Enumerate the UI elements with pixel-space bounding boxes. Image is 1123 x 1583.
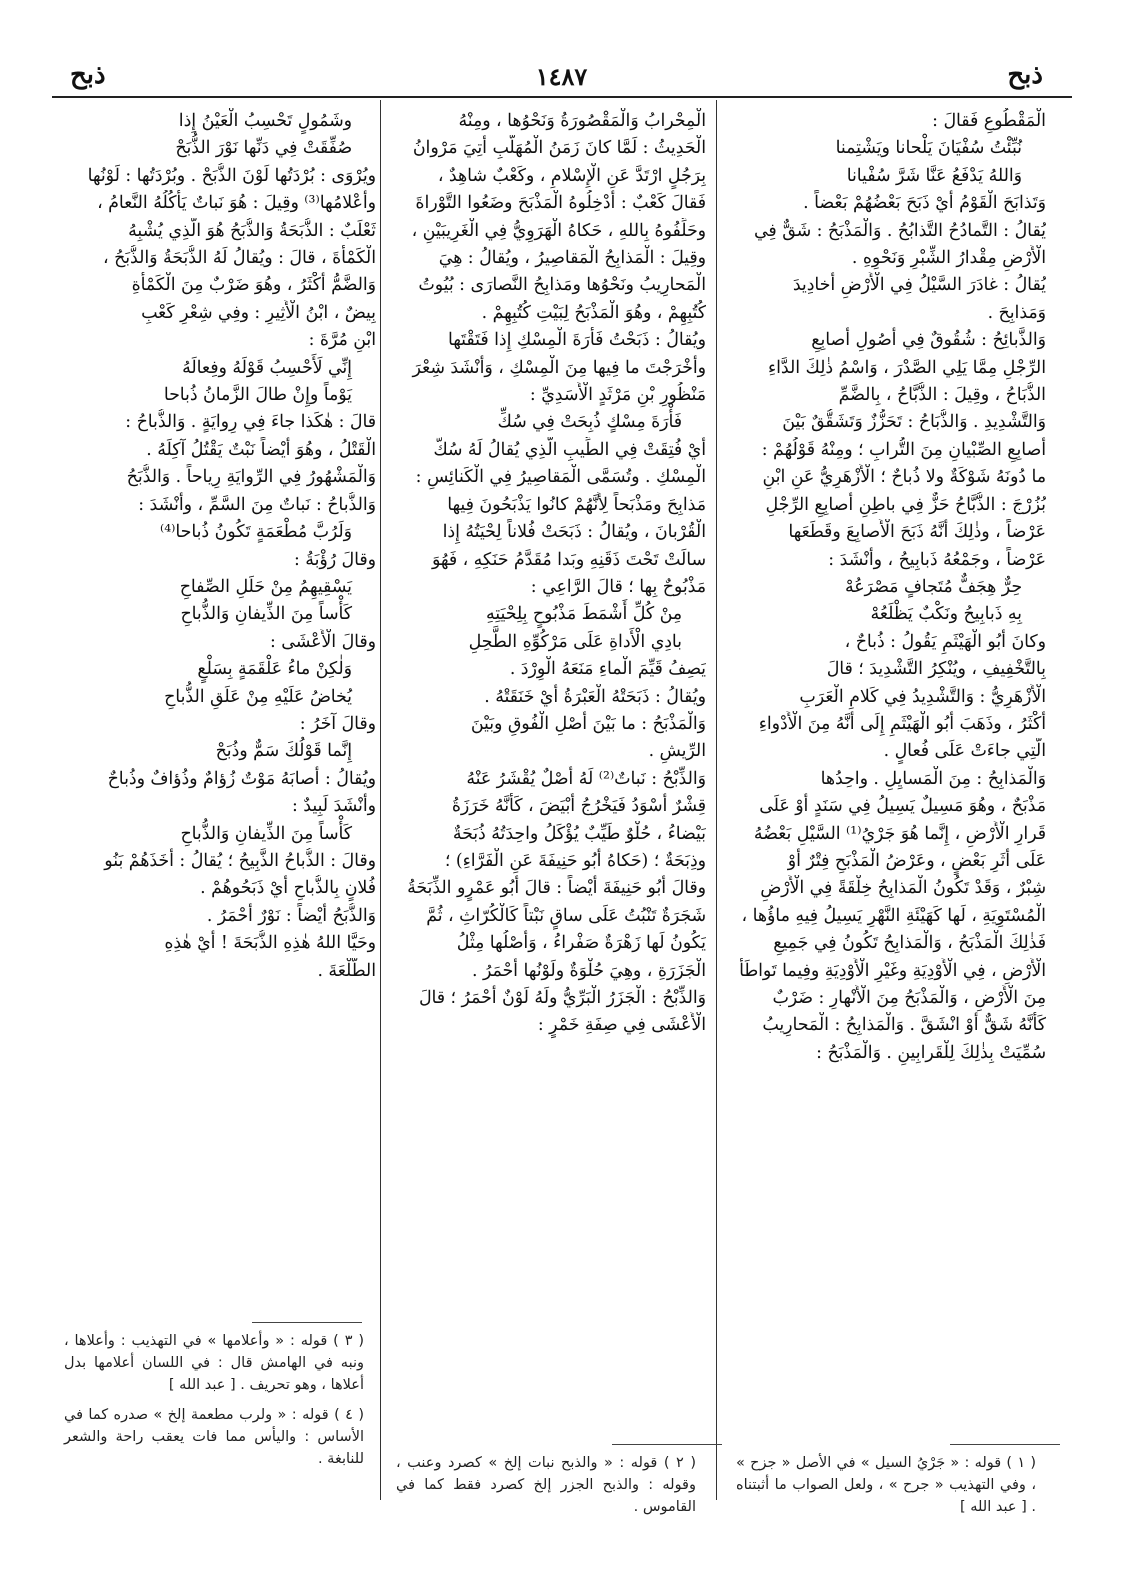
- text-line: الْمِسْكِ . وتُسَمَّى الْمَقاصِيرُ فِي الْكَنائِسِ :: [415, 467, 706, 488]
- text-line: وقالَ الْأَعْشَى :: [269, 631, 376, 652]
- text-line: يَكُونُ لَها زَهْرَةٌ صَفْراءُ ، وَأَصْلُها مِثْلُ: [456, 933, 706, 954]
- text-line: وأَخْرَجْتَ ما فِيها مِنَ الْمِسْكِ ، وَأَنْشَدَ شِعْرَ: [412, 357, 706, 378]
- text-line: كَأْساً مِنَ الذِّيفانِ وَالذُّباحِ: [180, 823, 352, 844]
- text-line: الطَّلْعَةَ .: [317, 960, 376, 981]
- text-line: الْأَرْضِ ، فِي الْأَوْدِيَةِ وغَيْرِ الْأَوْدِيَةِ وفِيما تَواطَأَ: [739, 960, 1046, 981]
- text-line: وحَلِّفُوهُ بِاللهِ ، حَكاهُ الْهَرَوِيُّ فِي الْغَرِيبَيْنِ ،: [411, 220, 706, 241]
- text-line: وَالذُّبَحُ أَيْضاً : نَوْرٌ أَحْمَرُ .: [206, 905, 376, 926]
- column-right: [728, 108, 1046, 1438]
- text-line: بادِي الْأَداةِ عَلَى مَرْكُوِّهِ الطَّحِلِ: [468, 631, 682, 652]
- text-line: ابْنِ مُرَّةَ :: [308, 330, 376, 351]
- text-line: وحَيَّا اللهُ هٰذِهِ الذُّبَحَةَ ! أَيْ هٰذِهِ: [164, 933, 376, 954]
- text-line: مَذابِحَ ومَذْبَحاً لِأَنَّهُمْ كانُوا يَذْبَحُونَ فِيها: [447, 494, 706, 515]
- text-line: الْقَتْلُ ، وهُوَ أَيْضاً نَبْتٌ يَقْتُلُ آكِلَهُ .: [146, 439, 376, 460]
- text-line: إِنَّما قَوْلُكَ سَمٌّ وذُبَحْ: [215, 741, 352, 762]
- text-line: الْمَحارِيبُ ونَحْوُها ومَذابِحُ النَّصارَى : بُيُوتُ: [418, 275, 706, 296]
- footnote-middle: ( ٢ ) قوله : « والذبح نبات إلخ » كصرد وعنب ، وقوله : والذبح الجزر إلخ كصرد فقط كما في القاموس .: [396, 1455, 696, 1515]
- text-line: الْكَمْأَةَ ، قالَ : ويُقالُ لَهُ الذُّبَحَةُ وَالذُّبَحُ ،: [103, 248, 376, 269]
- text-line: مِنَ الْأَرْضِ ، وَالْمَذْبَحُ مِنَ الْأَنْهارِ : ضَرْبٌ: [772, 988, 1046, 1008]
- text-line: قَرارِ الْأَرْضِ ، إِنَّما هُوَ جَرْيُ⁽¹⁾ السَّيْلِ بَعْضُهُ: [753, 823, 1046, 844]
- text-line: وَالْمَذْبَحُ : ما بَيْنَ أَصْلِ الْفُوقِ وبَيْنَ: [470, 713, 706, 734]
- text-line: فَقالَ كَعْبٌ : أَدْخِلُوهُ الْمَذْبَحَ وضَعُوا التَّوْراةَ: [415, 193, 706, 214]
- text-line: سُمِّيَتْ بِذٰلِكَ لِلْقَرابِينِ . وَالْمَذْبَحُ :: [816, 1042, 1046, 1063]
- text-line: الْأَعْشَى فِي صِفَةِ خَمْرٍ :: [537, 1015, 706, 1036]
- text-line: ويُقالُ : ذَبَحَتْهُ الْعَبْرَةُ أَيْ خَنَقَتْهُ .: [484, 686, 706, 707]
- text-line: يُقالُ : التَّمادُحُ التَّذابُحُ . وَالْمَذْبَحُ : شَقٌّ فِي: [754, 220, 1046, 241]
- column-divider-right: [716, 100, 717, 1500]
- text-line: الذُّبَاحُ ، وقِيلَ : الذُّبَّاحُ ، بِالضَّمِّ: [838, 385, 1046, 406]
- text-line: عَلَى أَثَرِ بَعْضٍ ، وعَرْضُ الْمَذْبَحِ فِتْرٌ أَوْ: [787, 850, 1046, 871]
- text-line: يَصِفُ قَيِّمَ الْماءِ مَنَعَهُ الْوِرْدَ .: [509, 659, 706, 680]
- column-left: [58, 108, 376, 1438]
- text-line: كَأَنَّهُ شَقٌّ أَوْ انْشَقَّ . وَالْمَذابِحُ : الْمَحارِيبُ: [762, 1015, 1046, 1036]
- text-line: ويُقالُ : ذَبَحْتُ فَأْرَةَ الْمِسْكِ إِذا فَتَقْتَها: [447, 330, 706, 351]
- text-line: إِنِّي لَأَحْسِبُ قَوْلَهُ وفِعالَهُ: [182, 357, 352, 378]
- text-line: كَأْساً مِنَ الذِّيفانِ وَالذُّباحِ: [180, 604, 352, 625]
- text-line: حِرٌّ هِجَفٌّ مُتَجافٍ مَصْرَعُهْ: [844, 576, 1022, 597]
- text-line: مَنْظُورِ بْنِ مَرْثَدٍ الْأَسَدِيِّ :: [529, 385, 706, 406]
- text-line: قِشْرٌ أَسْوَدُ فَيَخْرُجُ أَبْيَضَ ، كَأَنَّهُ خَرَزَةُ: [451, 796, 706, 817]
- text-line: عَرْضاً ، وذٰلِكَ أَنَّهُ ذَبَحَ الْأَصابِعَ وقَطَعَها: [788, 522, 1046, 543]
- text-line: وَلَرُبَّ مُطْعَمَةٍ تَكُونُ ذُباحا⁽⁴⁾: [159, 522, 352, 543]
- text-line: وَالذُّباحُ : نَباتٌ مِنَ السَّمِّ ، وأَنْشَدَ :: [138, 494, 376, 515]
- text-line: وذِبَحَةٌ ؛ (حَكاهُ أَبُو حَنِيفَةَ عَنِ الْفَرَّاءِ) ؛: [444, 850, 706, 871]
- text-line: بَيْضاءُ ، حُلْوٌ طَيِّبٌ يُؤْكَلُ واحِدَتُهُ ذُبَحَةٌ: [452, 823, 706, 844]
- text-line: الْمَقْطُوعِ فَقالَ :: [932, 111, 1046, 131]
- footnote-rule-middle: [612, 1444, 722, 1445]
- text-line: يُخاضُ عَلَيْهِ مِنْ عَلَقِ الذُّباحِ: [164, 686, 352, 707]
- text-line: وأَنْشَدَ لَبِيدٌ :: [291, 796, 376, 817]
- text-line: بِيضٌ ، ابْنُ الْأَثِيرِ : وفِي شِعْرِ كَعْبِ: [141, 302, 376, 323]
- text-line: شَجَرَةٌ تَنْبُتُ عَلَى ساقٍ نَبْتاً كَالْكُرّاثِ ، ثُمَّ: [426, 905, 706, 926]
- text-line: الْحَدِيثُ : لَمَّا كانَ زَمَنُ الْمُهَلَّبِ أُتِيَ مَرْوانُ: [412, 138, 706, 159]
- footnotes-left: [64, 1330, 364, 1470]
- text-line: وَمَذابِحَ .: [987, 302, 1046, 323]
- text-line: يُقالُ : غادَرَ السَّيْلُ فِي الْأَرْضِ أَخادِيدَ: [792, 275, 1046, 296]
- text-line: وَالذَّبائِحُ : شُقُوقٌ فِي أُصُولِ أَصابِعِ: [811, 330, 1046, 351]
- text-line: كُتُبِهِمْ ، وهُوَ الْمَذْبَحُ لِبَيْتِ كُتُبِهِمْ .: [481, 302, 706, 323]
- text-line: وأَعْلامُها⁽³⁾ وقِيلَ : هُوَ نَباتٌ يَأْكُلُهُ النَّعامُ ،: [97, 193, 376, 214]
- text-line: نُبِّئْتُ سُفْيَانَ يَلْحانا ويَشْتِمنا: [835, 138, 1022, 159]
- text-line: أَصابِعِ الصِّبْيانِ مِنَ التُّرابِ ؛ ومِنْهُ قَوْلُهُمْ :: [761, 439, 1046, 460]
- text-line: الْجَزَرَةِ ، وهِيَ حُلْوَةٌ ولَوْنُها أَحْمَرُ .: [471, 960, 706, 981]
- text-line: فَذٰلِكَ الْمَذْبَحُ ، وَالْمَذابِحُ تَكُونُ فِي جَمِيعِ: [773, 933, 1046, 954]
- text-line: ما دُونَهُ شَوْكَةٌ ولا ذُباحٌ ؛ الْأَزْهَرِيُّ عَنِ ابْنِ: [762, 467, 1046, 488]
- text-line: ثَعْلَبٌ : الذُّبَحَةُ وَالذُّبَحُ هُوَ الَّذِي يُشْبِهُ: [128, 220, 376, 241]
- text-line: بِهِ ذَبابِيحُ ونَكْبٌ يَظْلَعُهْ: [870, 604, 1022, 625]
- text-line: الْأَرْضِ مِقْدارُ الشِّبْرِ وَنَحْوِهِ .: [851, 248, 1046, 269]
- text-line: يَوْماً وإِنْ طالَ الزَّمانُ ذُباحا: [163, 385, 352, 406]
- headword-right: ذبح: [1007, 60, 1043, 90]
- header-rule: [52, 96, 1072, 98]
- text-line: الرِّيشِ .: [648, 741, 706, 762]
- text-line: مِنْ كُلِّ أَشْمَطَ مَذْبُوحٍ بِلِحْيَتِهِ: [486, 604, 682, 625]
- text-line: يَسْقِيهِمُ مِنْ حَلَلِ الصِّفاحِ: [179, 576, 352, 597]
- text-line: وقالَ : الذُّباحُ الذَّبِيحُ ؛ يُقالُ : أَخَذَهُمْ بَنُو: [104, 850, 376, 871]
- headword-left: ذبح: [70, 60, 106, 90]
- text-line: مَذْبَحٌ ، وهُوَ مَسِيلٌ يَسِيلُ فِي سَنَدٍ أَوْ عَلَى: [759, 796, 1046, 817]
- text-line: وَالذِّبْحُ : الْجَزَرُ الْبَرِّيُّ ولَهُ لَوْنٌ أَحْمَرُ ؛ قالَ: [418, 988, 706, 1008]
- text-line: الْمُسْتَوِيَةِ ، لَها كَهَيْئَةِ النَّهْرِ يَسِيلُ فِيهِ ماؤُها ،: [741, 905, 1046, 926]
- footnote-rule-right: [950, 1444, 1060, 1445]
- text-line: ويُرْوَى : بُرْدَتُها لَوْنَ الذُّبَحْ . وبُرْدَتُها : لَوْنُها: [87, 165, 376, 186]
- text-line: وَتَذابَحَ الْقَوْمُ أَيْ ذَبَحَ بَعْضُهُمْ بَعْضاً .: [803, 193, 1046, 214]
- text-line: بِرَجُلٍ ارْتَدَّ عَنِ الْإِسْلامِ ، وكَعْبٌ شاهِدٌ ،: [437, 165, 706, 186]
- text-line: الرِّجْلِ مِمَّا يَلِي الصَّدْرَ ، وَاسْمُ ذٰلِكَ الدَّاءِ: [767, 357, 1046, 378]
- text-line: وقالَ أَبُو حَنِيفَةَ أَيْضاً : قالَ أَبُو عَمْرٍو الذِّبَحَةُ: [407, 878, 706, 899]
- text-line: وَالْمَشْهُورُ فِي الرِّوايَةِ رِياحاً . وَالذُّبَحُ: [126, 467, 376, 488]
- text-line: وكانَ أَبُو الْهَيْثَمِ يَقُولُ : ذُباحٌ ،: [844, 631, 1046, 652]
- text-line: وَالضَّمُّ أَكْثَرُ ، وهُوَ ضَرْبٌ مِنَ الْكَمْأَةِ: [131, 275, 376, 296]
- text-line: وقالَ رُؤْبَةُ :: [293, 549, 376, 570]
- footnote-left-3: ( ٣ ) قوله : « وأعلامها » في التهذيب : وأعلاها ، ونبه في الهامش قال : في اللسان أعلامها بدل أعلاها ، وهو تحريف . [ عبد الله ]: [64, 1333, 364, 1393]
- text-line: صُفِّقَتْ فِي دَنِّها نَوْرَ الذُّبَحْ: [175, 138, 352, 159]
- text-line: شِبْرٌ ، وَقَدْ تَكُونُ الْمَذابِحُ خِلْقَةً فِي الْأَرْضِ: [760, 878, 1046, 899]
- text-line: الْقُرْبانَ ، ويُقالُ : ذَبَحَتْ فُلاناً لِحْيَتُهُ إِذا: [442, 522, 706, 543]
- text-line: وقالَ آخَرُ :: [299, 713, 376, 734]
- text-line: عَرْضاً ، وجَمْعُهُ ذَبابِيحُ ، وأَنْشَدَ :: [828, 549, 1046, 570]
- text-line: بِالتَّخْفِيفِ ، ويُنْكِرُ التَّشْدِيدَ ؛ قالَ: [826, 659, 1046, 680]
- text-line: وَاللهُ يَدْفَعُ عَنَّا شَرَّ سُفْيانا: [846, 165, 1022, 186]
- text-line: سالَتْ تَحْتَ ذَقَنِهِ وبَدا مُقَدَّمُ حَنَكِهِ ، فَهُوَ: [431, 549, 706, 570]
- footnote-left-4: ( ٤ ) قوله : « ولرب مطعمة إلخ » صدره كما في الأساس : واليأس مما فات يعقب راحة والشعر للنابغة .: [64, 1407, 364, 1467]
- text-line: الَّتِي جاءَتْ عَلَى فُعالٍ .: [883, 741, 1046, 762]
- text-line: فَأْرَةَ مِسْكٍ ذُبِحَتْ فِي سُكِّ: [497, 412, 682, 433]
- column-divider-left: [380, 100, 381, 1500]
- text-line: وَلٰكِنْ ماءُ عَلْقَمَةٍ بِسَلْعٍ: [197, 659, 352, 680]
- footnote-rule-left: [252, 1322, 362, 1323]
- text-line: فُلانٍ بِالذُّباحِ أَيْ ذَبَحُوهُمْ .: [200, 878, 376, 899]
- page-number: ١٤٨٧: [535, 62, 588, 91]
- text-line: أَكْثَرُ ، وذَهَبَ أَبُو الْهَيْثَمِ إِلَى أَنَّهُ مِنَ الْأَدْواءِ: [758, 713, 1046, 734]
- text-line: وَالذِّبْحُ : نَباتٌ⁽²⁾ لَهُ أَصْلٌ يُقْشَرُ عَنْهُ: [466, 768, 706, 789]
- text-line: أَيْ فُتِقَتْ فِي الطِّيبِ الَّذِي يُقالُ لَهُ سُكُّ: [433, 439, 706, 460]
- text-line: مَذْبُوحٌ بِها ؛ قالَ الرَّاعِي :: [530, 576, 706, 597]
- text-line: الْأَزْهَرِيُّ : وَالتَّشْدِيدُ فِي كَلامِ الْعَرَبِ: [799, 686, 1046, 707]
- text-line: قالَ : هٰكَذا جاءَ فِي رِوايَةٍ . وَالذُّباحُ :: [125, 412, 376, 433]
- text-line: وشَمُولٍ تَحْسِبُ الْعَيْنُ إِذا: [178, 111, 352, 131]
- text-line: وَالتَّشْدِيدِ . وَالذُّبَاحُ : تَحَزُّزٌ وَتَشَقُّقٌ بَيْنَ: [782, 412, 1046, 433]
- text-line: وَالْمَذابِحُ : مِنَ الْمَسايِلِ . واحِدُها: [820, 768, 1046, 789]
- text-line: وقِيلَ : الْمَذابِحُ الْمَقاصِيرُ ، ويُقالُ : هِيَ: [438, 248, 706, 269]
- text-line: بُزُرْجَ : الذُّبَّاحُ حَزٌّ فِي باطِنِ أَصابِعِ الرِّجْلِ: [765, 494, 1046, 515]
- column-middle: [388, 108, 706, 1438]
- text-line: ويُقالُ : أَصابَهُ مَوْتٌ زُؤامٌ وذُؤافٌ وذُباحٌ: [107, 768, 376, 789]
- text-line: الْمِحْرابُ وَالْمَقْصُورَةُ وَنَحْوُها ، ومِنْهُ: [458, 111, 706, 131]
- footnote-right: ( ١ ) قوله : « جَرْيُ السيل » في الأصل « جزح » ، وفي التهذيب « جرح » ، ولعل الصواب ما أثبتناه . [ عبد الله ]: [736, 1455, 1036, 1515]
